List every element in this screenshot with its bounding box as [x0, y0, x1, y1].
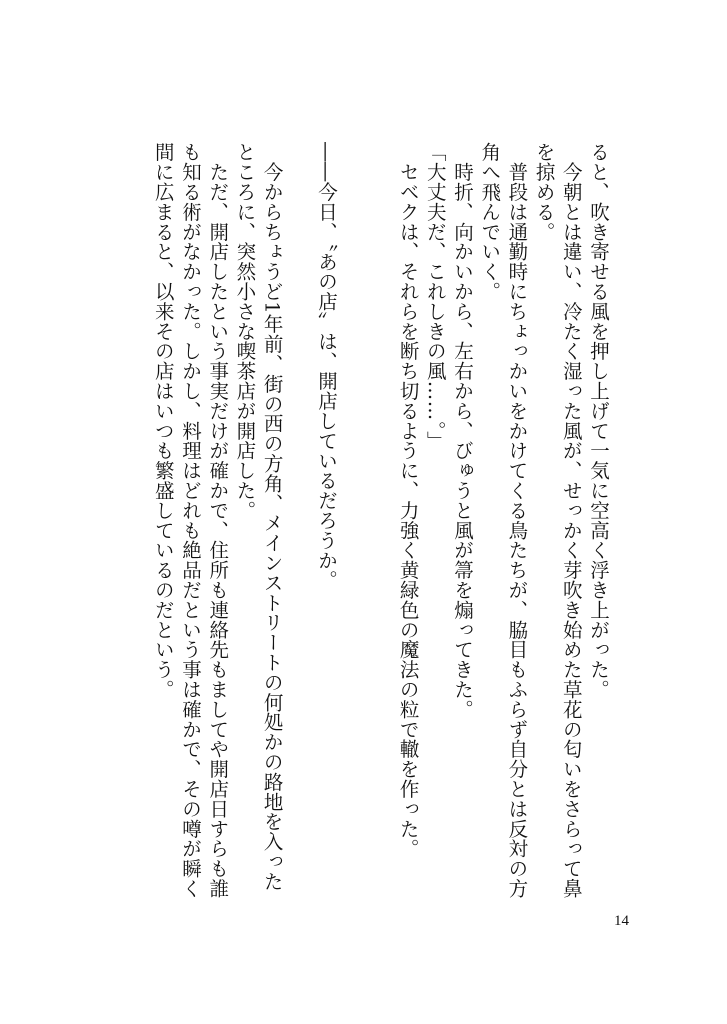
text-column: ところに、突然小さな喫茶店が開店した。 [233, 142, 257, 521]
text-column: を掠める。 [532, 142, 556, 242]
text-column: 「大丈夫だ、これしきの風……。」 [423, 142, 447, 451]
text-column: セベクは、それらを断ち切るように、力強く黄緑色の魔法の粒で轍を作った。 [396, 142, 420, 859]
text-column: ――今日、〝あの店〟は、開店しているだろうか。 [315, 142, 338, 590]
text-column: ただ、開店したという事実だけが確かで、住所も連絡先もましてや開店日すらも誰 [206, 142, 230, 899]
text-column: 今からちょうど1年前、街の西の方角、メインストリートの何処かの路地を入った [260, 142, 284, 892]
text-column: ると、吹き寄せる風を押し上げて一気に空高く浮き上がった。 [587, 142, 610, 700]
page-number: 14 [614, 913, 629, 929]
text-column: 普段は通勤時にちょっかいをかけてくる鳥たちが、脇目もふらず自分とは反対の方 [505, 142, 529, 899]
text-column: も知る術がなかった。しかし、料理はどれも絶品だという事は確かで、その噂が瞬く [179, 142, 202, 899]
text-column: 間に広まると、以来その店はいつも繁盛しているのだという。 [151, 142, 175, 700]
text-column: 角へ飛んでいく。 [478, 142, 502, 302]
text-column: 時折、向かいから、左右から、びゅうと風が箒を煽ってきた。 [451, 142, 474, 720]
text-column: 今朝とは違い、冷たく湿った風が、せっかく芽吹き始めた草花の匂いをさらって鼻 [559, 142, 583, 899]
